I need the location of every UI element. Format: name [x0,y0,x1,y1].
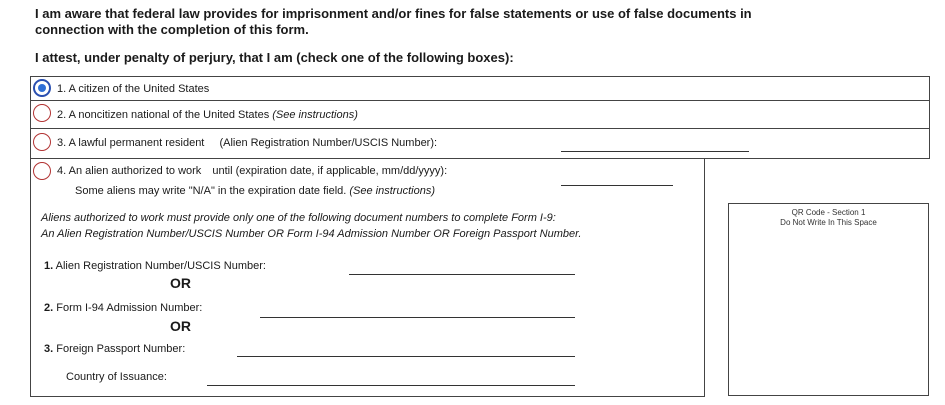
radio-noncitizen-national[interactable] [33,104,51,122]
country-of-issuance-label: Country of Issuance: [66,371,167,383]
alien-instruction-1: Aliens authorized to work must provide only one of the following document numbers to complete Form I-9: [41,212,556,224]
or-separator-2: OR [170,318,191,334]
alien-registration-field[interactable] [349,274,575,275]
radio-permanent-resident[interactable] [33,133,51,151]
qr-code-title: QR Code - Section 1 [791,208,866,217]
alien-authorized-section [30,159,705,397]
foreign-passport-label: 3. Foreign Passport Number: [44,343,186,355]
expiration-date-field[interactable] [561,185,673,186]
perjury-notice-line1: I am aware that federal law provides for imprisonment and/or fines for false statements or use of false documents in [35,6,752,21]
option-permanent-resident-label: 3. A lawful permanent resident (Alien Registration Number/USCIS Number): [57,137,438,149]
na-note: Some aliens may write "N/A" in the expiration date field. (See instructions) [75,185,435,197]
option-citizen-row [30,76,930,101]
foreign-passport-field[interactable] [237,356,575,357]
i94-label: 2. Form I-94 Admission Number: [44,302,203,314]
option-alien-authorized-label: 4. An alien authorized to work until (expiration date, if applicable, mm/dd/yyyy): [57,165,448,177]
option-citizen-label: 1. A citizen of the United States [57,83,210,95]
option-noncitizen-national-row [30,101,930,129]
attest-heading: I attest, under penalty of perjury, that I am (check one of the following boxes): [35,50,514,65]
option-permanent-resident-row [30,129,930,159]
or-separator-1: OR [170,275,191,291]
radio-alien-authorized[interactable] [33,162,51,180]
radio-citizen[interactable] [33,79,51,97]
i94-admission-field[interactable] [260,317,575,318]
qr-code-note: Do Not Write In This Space [780,218,877,227]
permanent-resident-number-field[interactable] [561,151,749,152]
alien-instruction-2: An Alien Registration Number/USCIS Number OR Form I-94 Admission Number OR Foreign Passport Number. [41,228,582,240]
qr-code-box [728,203,929,396]
alien-registration-label: 1. Alien Registration Number/USCIS Number: [44,260,266,272]
see-instructions-note: (See instructions) [272,109,358,121]
perjury-notice [35,6,915,38]
perjury-notice-line2: connection with the completion of this form. [35,22,309,37]
country-of-issuance-field[interactable] [207,385,575,386]
option-noncitizen-national-label: 2. A noncitizen national of the United States (See instructions) [57,109,358,121]
